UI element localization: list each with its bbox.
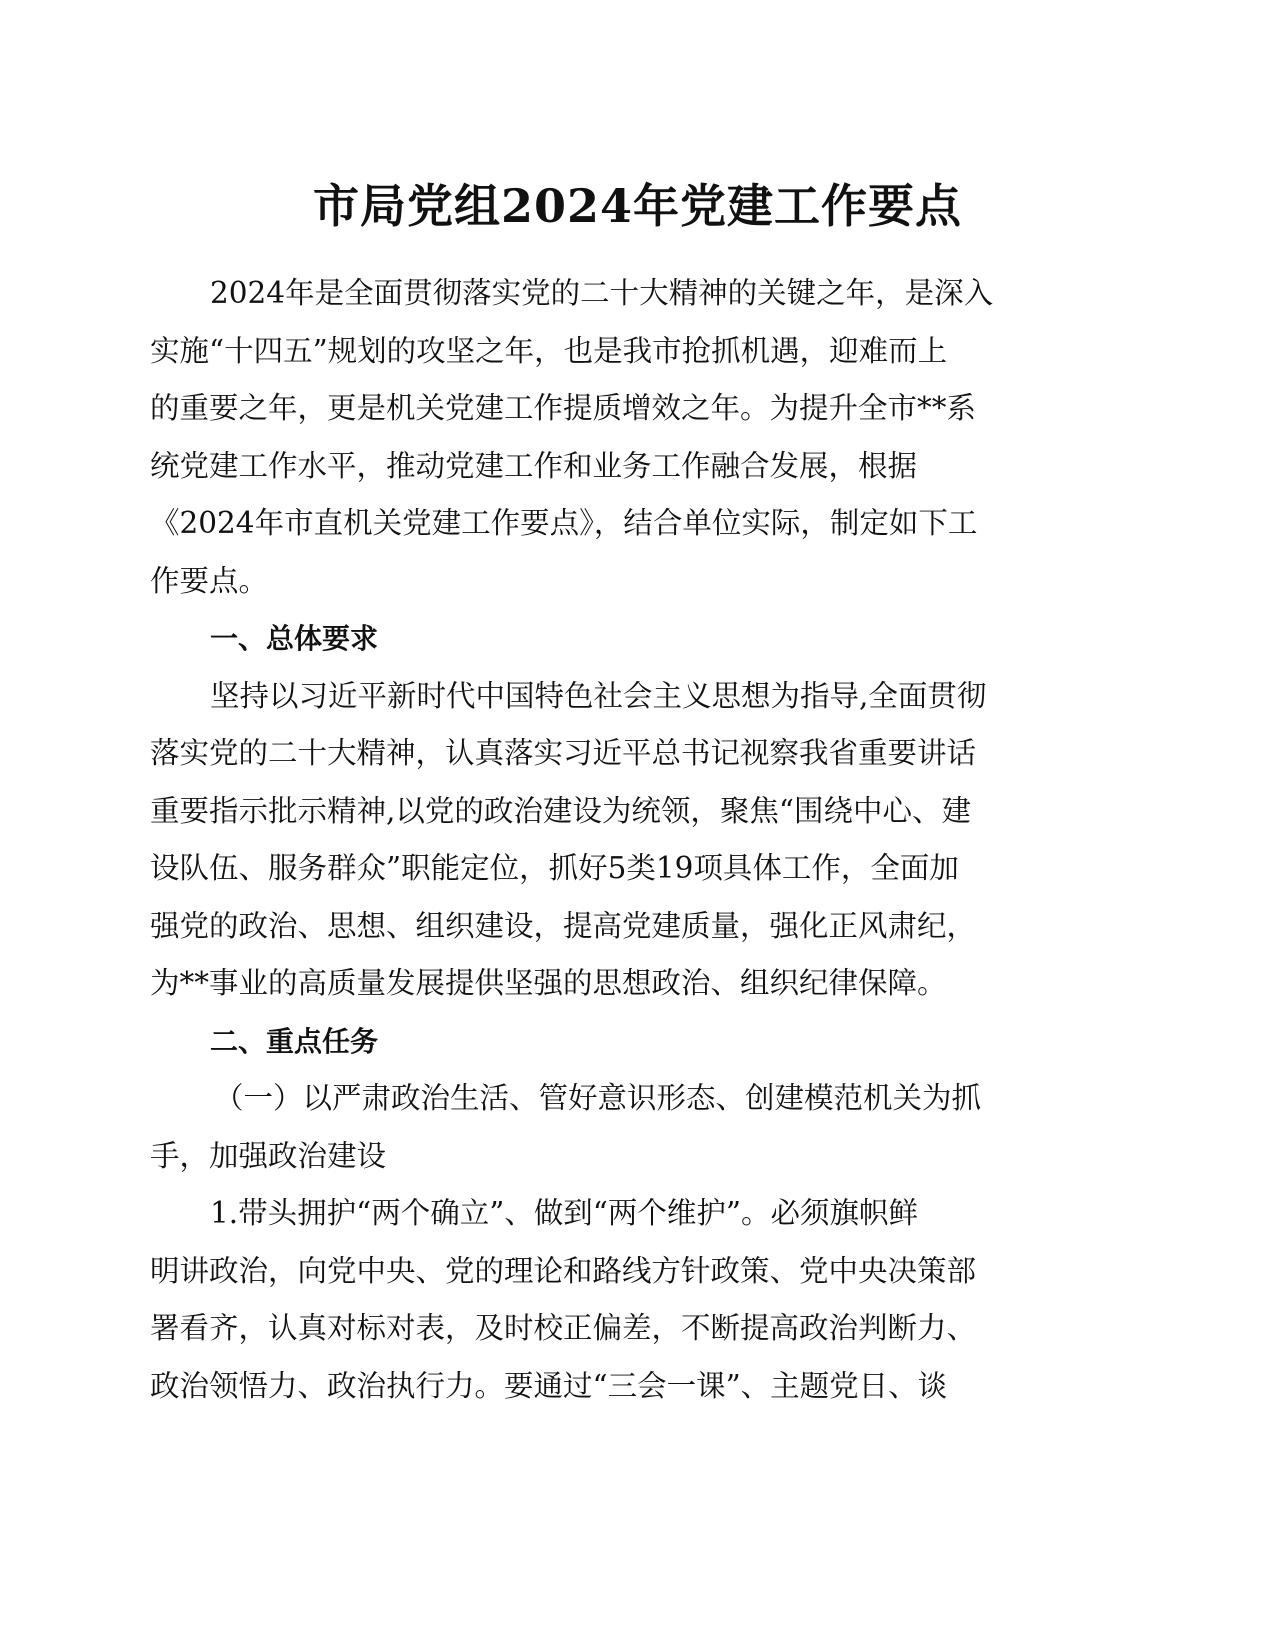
paragraph-line: 明讲政治，向党中央、党的理论和路线方针政策、党中央决策部 (150, 1253, 977, 1288)
document-body (150, 265, 1095, 1415)
paragraph-line: 重要指示批示精神,以党的政治建设为统领，聚焦“围绕中心、建 (150, 793, 971, 828)
paragraph-line: 实施“十四五”规划的攻坚之年，也是我市抢抓机遇，迎难而上 (150, 333, 948, 368)
paragraph-line: 落实党的二十大精神，认真落实习近平总书记视察我省重要讲话 (150, 736, 977, 770)
subsection-heading-continued: 手，加强政治建设 (150, 1138, 387, 1173)
paragraph-line: 2024年是全面贯彻落实党的二十大精神的关键之年，是深入 (210, 276, 994, 310)
section-heading-key-tasks: 二、重点任务 (210, 1024, 379, 1058)
section-heading-general-requirements: 一、总体要求 (210, 622, 379, 655)
paragraph-line: 坚持以习近平新时代中国特色社会主义思想为指导,全面贯彻 (210, 678, 987, 713)
paragraph-line: 为**事业的高质量发展提供坚强的思想政治、组织纪律保障。 (150, 966, 947, 1000)
paragraph-line: 统党建工作水平，推动党建工作和业务工作融合发展，根据 (150, 448, 918, 483)
subsection-heading: （一）以严肃政治生活、管好意识形态、创建模范机关为抓 (214, 1081, 982, 1115)
paragraph-line: 1.带头拥护“两个确立”、做到“两个维护”。必须旗帜鲜 (210, 1196, 918, 1230)
paragraph-line: 政治领悟力、政治执行力。要通过“三会一课”、主题党日、谈 (150, 1368, 948, 1403)
paragraph-line: 作要点。 (150, 563, 269, 598)
paragraph-line: 《2024年市直机关党建工作要点》，结合单位实际，制定如下工 (150, 506, 978, 540)
paragraph-line: 设队伍、服务群众”职能定位，抓好5类19项具体工作，全面加 (150, 851, 959, 885)
paragraph-line: 署看齐，认真对标对表，及时校正偏差，不断提高政治判断力、 (150, 1311, 977, 1345)
paragraph-line: 强党的政治、思想、组织建设，提高党建质量，强化正风肃纪， (150, 908, 977, 943)
paragraph-line: 的重要之年，更是机关党建工作提质增效之年。为提升全市**系 (150, 391, 977, 425)
document-title: 市局党组2024年党建工作要点 (312, 179, 963, 233)
